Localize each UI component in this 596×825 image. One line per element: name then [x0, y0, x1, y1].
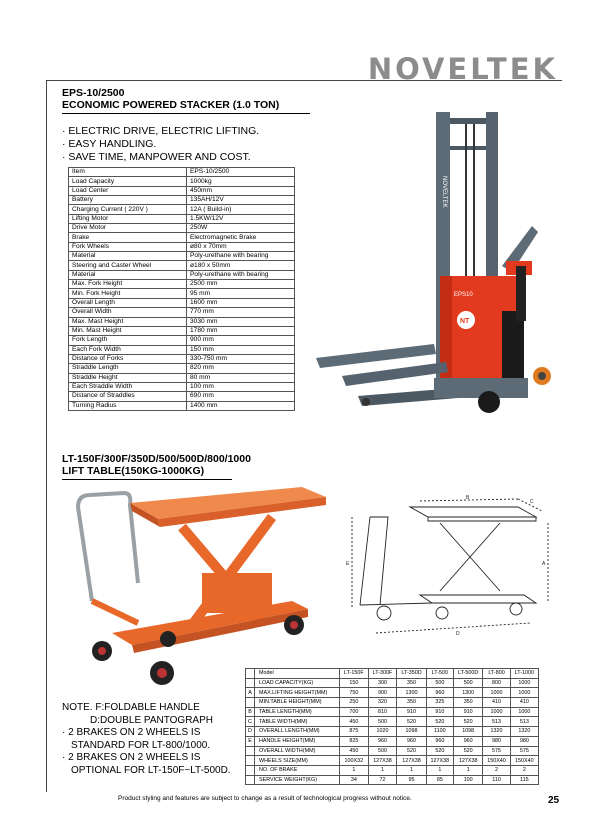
row-label: TABLE LENGTH(MM)	[255, 707, 340, 717]
spec-row	[69, 280, 295, 289]
spec-label: Each Fork Width	[69, 345, 187, 354]
value-cell: 810	[368, 707, 397, 717]
lift-table-row	[246, 678, 539, 688]
svg-text:D: D	[456, 631, 460, 637]
spec-label: Material	[69, 252, 187, 261]
svg-text:C: C	[530, 499, 534, 505]
value-cell: 350	[397, 698, 426, 708]
value-cell: 127X38	[453, 756, 482, 766]
spec-value: 330-750 mm	[187, 354, 295, 363]
value-cell: 1320	[483, 727, 510, 737]
spec-value: 450mm	[187, 186, 295, 195]
lift-table-row	[246, 736, 539, 746]
spec-label: Load Capacity	[69, 177, 187, 186]
header-cell: LT-500D	[453, 669, 482, 679]
spec-label: Charging Current ( 220V )	[69, 205, 187, 214]
note-line: · 2 BRAKES ON 2 WHEELS IS	[62, 752, 201, 763]
key-cell	[246, 746, 255, 756]
lift-table-row	[246, 707, 539, 717]
value-cell: 910	[397, 707, 426, 717]
spec-label: Overall Width	[69, 308, 187, 317]
header-cell: LT-350D	[397, 669, 426, 679]
spec-value: 80 mm	[187, 373, 295, 382]
value-cell: 520	[426, 746, 453, 756]
spec-label: Lifting Motor	[69, 214, 187, 223]
spec-label: Distance of Straddles	[69, 392, 187, 401]
value-cell: 1098	[453, 727, 482, 737]
row-label: OVERALL WIDTH(MM)	[255, 746, 340, 756]
spec-label: Load Center	[69, 186, 187, 195]
value-cell: 1098	[397, 727, 426, 737]
lift-table-row	[246, 756, 539, 766]
lift-table-drawing	[340, 495, 550, 645]
key-cell	[246, 775, 255, 785]
spec-row	[69, 186, 295, 195]
value-cell: 1	[453, 765, 482, 775]
spec-value: 770 mm	[187, 308, 295, 317]
spec-label: Battery	[69, 196, 187, 205]
value-cell: 960	[453, 736, 482, 746]
value-cell: 1000	[510, 707, 538, 717]
value-cell: 410	[510, 698, 538, 708]
value-cell: 115	[510, 775, 538, 785]
value-cell: 320	[368, 698, 397, 708]
spec-label: Each Straddle Width	[69, 382, 187, 391]
value-cell: 700	[340, 707, 369, 717]
spec-row	[69, 196, 295, 205]
spec-value: 820 mm	[187, 364, 295, 373]
value-cell: 100X32	[340, 756, 369, 766]
value-cell: 1320	[510, 727, 538, 737]
lift-table-row	[246, 717, 539, 727]
spec-value: 135AH/12V	[187, 196, 295, 205]
value-cell: 910	[453, 707, 482, 717]
spec-row	[69, 168, 295, 177]
brand-logo: NOVELTEK	[367, 52, 558, 86]
row-label: HANDLE HEIGHT(MM)	[255, 736, 340, 746]
stacker-features	[62, 125, 259, 164]
row-label: OVERALL LENGTH(MM)	[255, 727, 340, 737]
spec-row	[69, 354, 295, 363]
key-cell: B	[246, 707, 255, 717]
row-label: WHEELS SIZE(MM)	[255, 756, 340, 766]
lift-spec-table	[245, 668, 539, 785]
row-label: SERVICE WEIGHT(KG)	[255, 775, 340, 785]
footer-disclaimer: Product styling and features are subject to change as a result of technological progress without notice.	[118, 795, 412, 802]
row-label: MIN.TABLE HEIGHT(MM)	[255, 698, 340, 708]
spec-row	[69, 326, 295, 335]
header-cell: LT-150F	[340, 669, 369, 679]
value-cell: 500	[453, 678, 482, 688]
key-cell: E	[246, 736, 255, 746]
spec-label: Min. Fork Height	[69, 289, 187, 298]
value-cell: 980	[483, 736, 510, 746]
spec-value: 95 mm	[187, 289, 295, 298]
spec-label: Max. Fork Height	[69, 280, 187, 289]
value-cell: 127X38	[426, 756, 453, 766]
value-cell: 450	[340, 717, 369, 727]
spec-label: Material	[69, 270, 187, 279]
lift-title: LIFT TABLE(150KG-1000KG)	[62, 465, 232, 480]
value-cell: 95	[397, 775, 426, 785]
value-cell: 960	[426, 736, 453, 746]
spec-row	[69, 252, 295, 261]
lift-table-row	[246, 688, 539, 698]
value-cell: 575	[510, 746, 538, 756]
value-cell: 1	[426, 765, 453, 775]
row-label: TABLE WIDTH(MM)	[255, 717, 340, 727]
stacker-model: EPS-10/2500	[62, 87, 125, 99]
spec-value: 900 mm	[187, 336, 295, 345]
value-cell: 100	[453, 775, 482, 785]
value-cell: 150	[340, 678, 369, 688]
value-cell: 513	[483, 717, 510, 727]
row-label: NO. OF BRAKE	[255, 765, 340, 775]
value-cell: 520	[426, 717, 453, 727]
spec-value: 100 mm	[187, 382, 295, 391]
value-cell: 350	[397, 678, 426, 688]
value-cell: 450	[340, 746, 369, 756]
lift-table-row	[246, 698, 539, 708]
value-cell: 150X40	[510, 756, 538, 766]
value-cell: 875	[340, 727, 369, 737]
spec-row	[69, 270, 295, 279]
spec-row	[69, 177, 295, 186]
value-cell: 350	[453, 698, 482, 708]
value-cell: 520	[397, 717, 426, 727]
spec-value: 1000kg	[187, 177, 295, 186]
value-cell: 513	[510, 717, 538, 727]
spec-label: Fork Wheels	[69, 242, 187, 251]
value-cell: 910	[426, 707, 453, 717]
value-cell: 980	[510, 736, 538, 746]
spec-label: Max. Mast Height	[69, 317, 187, 326]
spec-value: EPS-10/2500	[187, 168, 295, 177]
spec-value: Electromagnetic Brake	[187, 233, 295, 242]
lift-table-row	[246, 765, 539, 775]
key-cell: C	[246, 717, 255, 727]
spec-value: Poly-urethane with bearing	[187, 252, 295, 261]
value-cell: 500	[368, 746, 397, 756]
spec-value: 690 mm	[187, 392, 295, 401]
spec-value: Poly-urethane with bearing	[187, 270, 295, 279]
value-cell: 250	[340, 698, 369, 708]
feature-item: · EASY HANDLING.	[62, 138, 259, 151]
value-cell: 127X38	[397, 756, 426, 766]
spec-value: 1780 mm	[187, 326, 295, 335]
lift-table-header	[246, 669, 539, 679]
spec-row	[69, 242, 295, 251]
stacker-image	[306, 106, 552, 424]
spec-label: Min. Mast Height	[69, 326, 187, 335]
value-cell: 1000	[510, 678, 538, 688]
spec-label: Steering and Caster Wheel	[69, 261, 187, 270]
value-cell: 520	[453, 717, 482, 727]
spec-value: 150 mm	[187, 345, 295, 354]
value-cell: 300	[368, 678, 397, 688]
spec-label: Item	[69, 168, 187, 177]
key-cell	[246, 698, 255, 708]
value-cell: 1000	[483, 707, 510, 717]
spec-value: 1600 mm	[187, 298, 295, 307]
value-cell: 1000	[483, 688, 510, 698]
value-cell: 960	[397, 736, 426, 746]
spec-row	[69, 382, 295, 391]
value-cell: 325	[426, 698, 453, 708]
spec-row	[69, 224, 295, 233]
spec-row	[69, 205, 295, 214]
header-cell: LT-300F	[368, 669, 397, 679]
spec-label: Fork Length	[69, 336, 187, 345]
value-cell: 500	[368, 717, 397, 727]
value-cell: 1300	[453, 688, 482, 698]
value-cell: 1	[368, 765, 397, 775]
header-cell: LT-1000	[510, 669, 538, 679]
spec-value: ø80 x 70mm	[187, 242, 295, 251]
spec-row	[69, 261, 295, 270]
spec-label: Drive Motor	[69, 224, 187, 233]
feature-item: · SAVE TIME, MANPOWER AND COST.	[62, 151, 259, 164]
spec-label: Turning Radius	[69, 401, 187, 410]
header-cell: LT-800	[483, 669, 510, 679]
svg-text:A: A	[542, 561, 546, 567]
spec-row	[69, 336, 295, 345]
lift-table-row	[246, 727, 539, 737]
feature-item: · ELECTRIC DRIVE, ELECTRIC LIFTING.	[62, 125, 259, 138]
stacker-title: ECONOMIC POWERED STACKER (1.0 TON)	[62, 99, 310, 114]
note-line: NOTE. F:FOLDABLE HANDLE	[62, 702, 200, 713]
spec-row	[69, 289, 295, 298]
spec-row	[69, 233, 295, 242]
value-cell: 1100	[426, 727, 453, 737]
row-label: LOAD CAPACITY(KG)	[255, 678, 340, 688]
value-cell: 520	[453, 746, 482, 756]
spec-row	[69, 308, 295, 317]
spec-value: ø180 x 50mm	[187, 261, 295, 270]
spec-row	[69, 345, 295, 354]
key-cell: D	[246, 727, 255, 737]
lift-notes	[62, 702, 231, 777]
value-cell: 2	[483, 765, 510, 775]
note-line: STANDARD FOR LT-800/1000.	[71, 739, 211, 751]
spec-row	[69, 373, 295, 382]
value-cell: 1000	[510, 688, 538, 698]
lift-models-title: LT-150F/300F/350D/500/500D/800/1000	[62, 453, 251, 465]
value-cell: 520	[397, 746, 426, 756]
value-cell: 960	[368, 736, 397, 746]
lift-table-row	[246, 775, 539, 785]
svg-text:B: B	[466, 495, 470, 501]
value-cell: 1	[397, 765, 426, 775]
spec-row	[69, 298, 295, 307]
spec-row	[69, 364, 295, 373]
value-cell: 750	[340, 688, 369, 698]
stacker-spec-table	[68, 167, 295, 411]
lift-table-row	[246, 746, 539, 756]
key-cell	[246, 669, 255, 679]
spec-row	[69, 401, 295, 410]
value-cell: 1	[340, 765, 369, 775]
row-label: MAX.LIFTING HEIGHT(MM)	[255, 688, 340, 698]
spec-label: Straddle Height	[69, 373, 187, 382]
spec-value: 1.5KW/12V	[187, 214, 295, 223]
spec-value: 12A ( Build-in)	[187, 205, 295, 214]
value-cell: 72	[368, 775, 397, 785]
value-cell: 150X40	[483, 756, 510, 766]
value-cell: 110	[483, 775, 510, 785]
key-cell: A	[246, 688, 255, 698]
value-cell: 825	[340, 736, 369, 746]
value-cell: 900	[368, 688, 397, 698]
value-cell: 2	[510, 765, 538, 775]
spec-label: Distance of Forks	[69, 354, 187, 363]
header-cell: Model	[255, 669, 340, 679]
svg-text:NOVELTEK: NOVELTEK	[441, 176, 447, 208]
header-cell: LT-500	[426, 669, 453, 679]
key-cell	[246, 678, 255, 688]
spec-value: 1400 mm	[187, 401, 295, 410]
key-cell	[246, 756, 255, 766]
value-cell: 500	[426, 678, 453, 688]
spec-label: Overall Length	[69, 298, 187, 307]
svg-text:E: E	[346, 561, 350, 567]
value-cell: 410	[483, 698, 510, 708]
value-cell: 575	[483, 746, 510, 756]
spec-value: 250W	[187, 224, 295, 233]
spec-value: 3030 mm	[187, 317, 295, 326]
value-cell: 1300	[397, 688, 426, 698]
value-cell: 960	[426, 688, 453, 698]
spec-label: Brake	[69, 233, 187, 242]
spec-label: Straddle Length	[69, 364, 187, 373]
key-cell	[246, 765, 255, 775]
page-number: 25	[548, 795, 560, 806]
value-cell: 34	[340, 775, 369, 785]
value-cell: 85	[426, 775, 453, 785]
value-cell: 127X38	[368, 756, 397, 766]
spec-row	[69, 392, 295, 401]
value-cell: 1020	[368, 727, 397, 737]
lift-table-image	[72, 483, 334, 695]
value-cell: 800	[483, 678, 510, 688]
note-line: · 2 BRAKES ON 2 WHEELS IS	[62, 727, 201, 738]
spec-value: 2500 mm	[187, 280, 295, 289]
svg-text:NT: NT	[460, 318, 470, 325]
spec-row	[69, 214, 295, 223]
svg-text:EPS10: EPS10	[454, 292, 473, 298]
note-line: OPTIONAL FOR LT-150F~LT-500D.	[71, 764, 231, 776]
spec-row	[69, 317, 295, 326]
note-line: D:DOUBLE PANTOGRAPH	[90, 714, 213, 726]
